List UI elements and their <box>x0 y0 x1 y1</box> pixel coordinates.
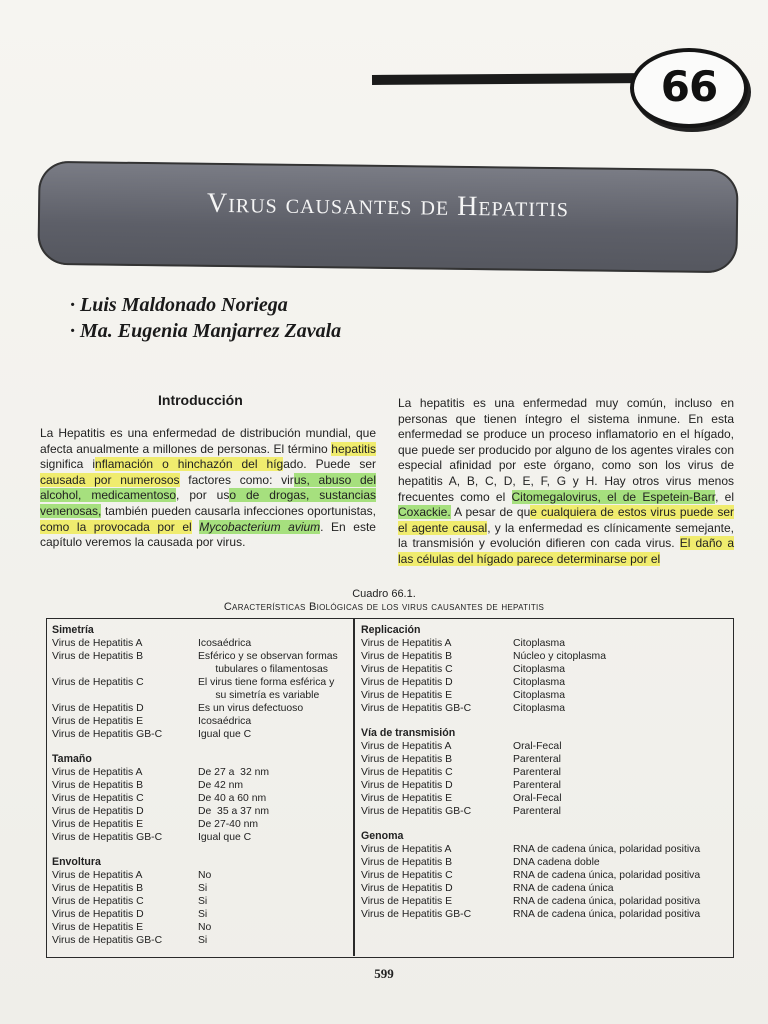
row-label: Virus de Hepatitis B <box>52 780 144 791</box>
table-row <box>52 779 348 792</box>
table-row <box>361 753 727 766</box>
row-label: Virus de Hepatitis A <box>52 767 143 778</box>
row-value: Icosaédrica <box>198 716 252 727</box>
row-value: Igual que C <box>198 729 252 740</box>
row-value: Citoplasma <box>513 677 565 688</box>
row-value: Si <box>198 935 208 946</box>
row-label: Virus de Hepatitis C <box>52 677 144 688</box>
highlight-yellow: causada por numerosos <box>40 472 180 487</box>
row-label: Virus de Hepatitis A <box>52 638 143 649</box>
chapter-rule <box>372 73 642 85</box>
row-value: Icosaédrica <box>198 638 252 649</box>
row-value: De 27 a 32 nm <box>198 767 270 778</box>
highlight-green: o de drogas, sustancias venenosas, <box>40 488 376 518</box>
table-row <box>52 869 348 882</box>
row-value: RNA de cadena única, polaridad positiva <box>513 844 701 855</box>
table-section <box>361 624 727 715</box>
right-column-text <box>398 396 734 568</box>
row-label: Virus de Hepatitis D <box>361 780 453 791</box>
section-heading: Genoma <box>361 830 404 842</box>
section-heading: Envoltura <box>52 856 101 868</box>
table-row <box>52 728 348 741</box>
section-heading: Replicación <box>361 624 421 636</box>
table-row <box>52 882 348 895</box>
row-label: Virus de Hepatitis C <box>52 896 144 907</box>
row-value: Citoplasma <box>513 703 565 714</box>
table-row <box>361 676 727 689</box>
row-value: RNA de cadena única, polaridad positiva <box>513 909 701 920</box>
row-value: Núcleo y citoplasma <box>513 651 606 662</box>
highlight-green: us, abuso del alcohol, medicamentoso <box>40 472 377 503</box>
row-label: Virus de Hepatitis D <box>52 806 144 817</box>
row-value: Oral-Fecal <box>513 741 562 752</box>
row-value: Si <box>198 896 208 907</box>
row-label: Virus de Hepatitis GB-C <box>361 703 472 714</box>
row-label: Virus de Hepatitis B <box>361 754 453 765</box>
table-row <box>52 792 348 805</box>
table-row <box>361 805 727 818</box>
row-label: Virus de Hepatitis E <box>52 716 144 727</box>
authors <box>70 292 341 344</box>
row-value: Parenteral <box>513 754 561 765</box>
row-value: Parenteral <box>513 767 561 778</box>
table-section <box>361 830 727 921</box>
row-value: Citoplasma <box>513 664 565 675</box>
table-row <box>52 895 348 908</box>
table-row <box>52 715 348 728</box>
chapter-title: Virus causantes de Hepatitis <box>206 187 570 224</box>
text-run: , el <box>715 489 734 504</box>
row-value: No <box>198 870 212 881</box>
row-label: Virus de Hepatitis GB-C <box>52 935 163 946</box>
row-label: Virus de Hepatitis B <box>52 883 144 894</box>
text-run: . En este capítulo veremos la causada por virus. <box>40 519 376 550</box>
table-row <box>361 766 727 779</box>
table-row <box>361 856 727 869</box>
row-label: Virus de Hepatitis D <box>361 677 453 688</box>
row-label: Virus de Hepatitis C <box>361 767 453 778</box>
row-label: Virus de Hepatitis E <box>361 793 453 804</box>
row-label: Virus de Hepatitis GB-C <box>361 909 472 920</box>
text-run: factores como: vir <box>179 472 294 487</box>
highlight-yellow: El daño a las células del hígado parece determinarse por el <box>398 536 734 566</box>
row-value: El virus tiene forma esférica y <box>198 677 335 688</box>
row-label: Virus de Hepatitis C <box>361 664 453 675</box>
text-run: A pesar de qu <box>450 505 531 520</box>
table-row <box>52 934 348 947</box>
row-value: Parenteral <box>513 806 561 817</box>
row-value: De 27-40 nm <box>198 819 259 830</box>
table-row <box>361 740 727 753</box>
row-label: Virus de Hepatitis C <box>361 870 453 881</box>
text-run: , y la enfermedad es clínicamente semejante, la transmisión y evolución difieren con cada virus. <box>398 520 734 551</box>
table-row <box>52 921 348 934</box>
row-value: De 35 a 37 nm <box>198 806 270 817</box>
table-row <box>52 637 348 650</box>
table-row <box>52 676 348 689</box>
row-value: Parenteral <box>513 780 561 791</box>
table-column-divider <box>353 618 355 956</box>
row-value: Igual que C <box>198 832 252 843</box>
row-label: Virus de Hepatitis B <box>52 651 144 662</box>
text-run: , por us <box>176 488 230 503</box>
row-label: Virus de Hepatitis A <box>52 870 143 881</box>
row-label: Virus de Hepatitis D <box>52 703 144 714</box>
row-label: Virus de Hepatitis GB-C <box>52 832 163 843</box>
table-row <box>361 689 727 702</box>
row-value: RNA de cadena única, polaridad positiva <box>513 896 701 907</box>
table-row <box>361 702 727 715</box>
row-label: Virus de Hepatitis A <box>361 844 452 855</box>
row-value: RNA de cadena única, polaridad positiva <box>513 870 701 881</box>
table-row <box>361 792 727 805</box>
row-value: De 40 a 60 nm <box>198 793 267 804</box>
highlight-yellow: hepatitis <box>331 441 376 456</box>
row-value: Si <box>198 909 208 920</box>
table-section <box>52 624 348 741</box>
row-label <box>52 663 198 676</box>
table-row <box>52 818 348 831</box>
row-label: Virus de Hepatitis C <box>52 793 144 804</box>
section-heading: Simetría <box>52 624 94 636</box>
table-row <box>361 882 727 895</box>
row-label: Virus de Hepatitis B <box>361 651 453 662</box>
row-value: Si <box>198 883 208 894</box>
section-heading: Tamaño <box>52 753 92 765</box>
author-2: · Ma. Eugenia Manjarrez Zavala <box>70 320 342 342</box>
row-value: RNA de cadena única <box>513 883 614 894</box>
row-value: De 42 nm <box>198 780 244 791</box>
table-row <box>52 805 348 818</box>
text-run: también pueden causarla infecciones oportunistas, <box>101 503 376 518</box>
row-value: Oral-Fecal <box>513 793 562 804</box>
highlight-green: Coxackie. <box>398 505 451 520</box>
row-value: DNA cadena doble <box>513 857 600 868</box>
row-label: Virus de Hepatitis D <box>361 883 453 894</box>
row-label: Virus de Hepatitis GB-C <box>52 729 163 740</box>
row-label: Virus de Hepatitis A <box>361 741 452 752</box>
text-run: La hepatitis es una enfermedad muy común, incluso en personas que tienen íntegro el sistema inmune. En esta enfermedad se produce un proceso inflamatorio en el hígado, que puede ser producido por alguno de los agentes virales con especial afinidad por este órgano, como son los virus de hepatitis A, B, C, D, E, F, G y H. Hay otros virus menos frecuentes como el <box>398 396 734 504</box>
author-1: · Luis Maldonado Noriega <box>70 294 288 316</box>
table-row <box>52 650 348 663</box>
table-row <box>52 689 348 702</box>
row-value: tubulares o filamentosas <box>198 664 328 675</box>
table-row <box>52 831 348 844</box>
section-heading: Vía de transmisión <box>361 727 456 739</box>
species-name: Mycobacterium avium <box>199 519 321 534</box>
table-row <box>52 766 348 779</box>
row-value: Esférico y se observan formas <box>198 651 338 662</box>
table-row <box>361 637 727 650</box>
highlight-green: Citomegalovirus, el de Espetein-Barr <box>511 489 716 504</box>
row-value: No <box>198 922 212 933</box>
left-column-text <box>40 426 376 551</box>
row-label: Virus de Hepatitis E <box>361 896 453 907</box>
chapter-number: 66 <box>660 62 718 111</box>
table-row <box>52 908 348 921</box>
table-row <box>361 895 727 908</box>
table-row <box>361 779 727 792</box>
text-run: La Hepatitis es una enfermedad de distribución mundial, que afecta anualmente a millones de personas. El término <box>40 426 376 456</box>
row-label: Virus de Hepatitis GB-C <box>361 806 472 817</box>
highlight-yellow: e cualquiera de estos virus puede ser el agente causal <box>398 505 735 535</box>
row-value: su simetría es variable <box>198 690 320 701</box>
row-label: Virus de Hepatitis E <box>361 690 453 701</box>
row-value: Citoplasma <box>513 638 565 649</box>
table-section <box>52 856 348 947</box>
table-section <box>52 753 348 844</box>
table-row <box>361 663 727 676</box>
table-row <box>52 702 348 715</box>
highlight-yellow: como la provocada por el <box>40 519 192 534</box>
table-right-column <box>361 624 727 921</box>
table-left-column <box>52 624 348 947</box>
row-label: Virus de Hepatitis A <box>361 638 452 649</box>
text-run: ado. Puede ser <box>283 457 376 472</box>
table-title: Características Biológicas de los virus causantes de hepatitis <box>223 601 545 613</box>
row-value: Citoplasma <box>513 690 565 701</box>
table-row <box>361 869 727 882</box>
table-row <box>361 908 727 921</box>
highlight-yellow: nflamación o hinchazón del híg <box>95 457 284 472</box>
table-section <box>361 727 727 818</box>
row-label: Virus de Hepatitis E <box>52 922 144 933</box>
table-row <box>361 843 727 856</box>
text-run: significa i <box>40 457 96 472</box>
row-label: Virus de Hepatitis E <box>52 819 144 830</box>
table-number: Cuadro 66.1. <box>352 588 416 600</box>
page-number: 599 <box>374 966 394 981</box>
row-value: Es un virus defectuoso <box>198 703 304 714</box>
row-label: Virus de Hepatitis B <box>361 857 453 868</box>
row-label: Virus de Hepatitis D <box>52 909 144 920</box>
row-label <box>52 689 198 702</box>
table-row <box>361 650 727 663</box>
table-row <box>52 663 348 676</box>
intro-heading: Introducción <box>158 392 243 408</box>
